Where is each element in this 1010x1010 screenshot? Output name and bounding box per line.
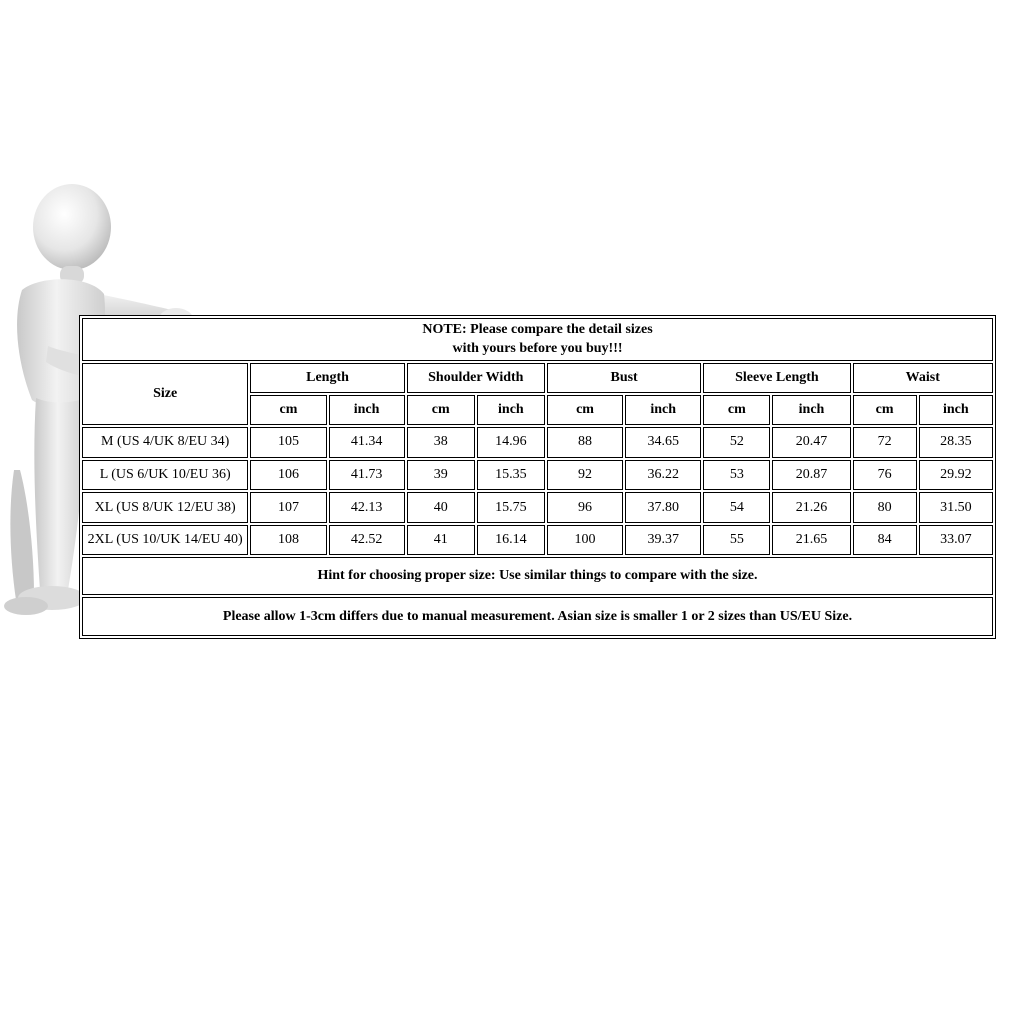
note-line-1: NOTE: Please compare the detail sizes [422, 322, 653, 338]
shoulder-cm-cell: 38 [407, 427, 475, 458]
unit-cm: cm [703, 395, 770, 425]
shoulder-cm-cell: 41 [407, 525, 475, 556]
size-chart-table [79, 315, 996, 639]
size-label-cell: 2XL (US 10/UK 14/EU 40) [82, 525, 248, 556]
shoulder-inch-cell: 16.14 [477, 525, 545, 556]
shoulder-cm-cell: 39 [407, 460, 475, 491]
unit-inch: inch [919, 395, 993, 425]
waist-cm-cell: 80 [853, 492, 917, 523]
length-inch-cell: 41.34 [329, 427, 405, 458]
length-cm-cell: 108 [250, 525, 326, 556]
size-label-cell: M (US 4/UK 8/EU 34) [82, 427, 248, 458]
shoulder-inch-cell: 14.96 [477, 427, 545, 458]
waist-cm-cell: 72 [853, 427, 917, 458]
figure-head [33, 184, 111, 270]
waist-inch-cell: 33.07 [919, 525, 993, 556]
waist-inch-cell: 28.35 [919, 427, 993, 458]
bust-cm-cell: 96 [547, 492, 623, 523]
length-cm-cell: 107 [250, 492, 326, 523]
bust-inch-cell: 39.37 [625, 525, 701, 556]
unit-inch: inch [329, 395, 405, 425]
sleeve-cm-cell: 52 [703, 427, 770, 458]
length-cm-cell: 105 [250, 427, 326, 458]
shoulder-inch-cell: 15.75 [477, 492, 545, 523]
sleeve-inch-cell: 20.47 [772, 427, 850, 458]
bust-inch-cell: 34.65 [625, 427, 701, 458]
sleeve-cm-cell: 53 [703, 460, 770, 491]
waist-cm-cell: 76 [853, 460, 917, 491]
note-cell [82, 318, 993, 361]
length-header: Length [250, 363, 404, 394]
length-cm-cell: 106 [250, 460, 326, 491]
unit-cm: cm [547, 395, 623, 425]
unit-inch: inch [625, 395, 701, 425]
shoulder-cm-cell: 40 [407, 492, 475, 523]
size-column-header: Size [82, 363, 248, 425]
sleeve-inch-cell: 21.26 [772, 492, 850, 523]
size-label-cell: L (US 6/UK 10/EU 36) [82, 460, 248, 491]
length-inch-cell: 42.13 [329, 492, 405, 523]
bust-inch-cell: 37.80 [625, 492, 701, 523]
measurement-note-cell: Please allow 1-3cm differs due to manual measurement. Asian size is smaller 1 or 2 sizes than US/EU Size. [82, 597, 993, 636]
unit-inch: inch [772, 395, 850, 425]
sleeve-inch-cell: 20.87 [772, 460, 850, 491]
shoulder-width-header: Shoulder Width [407, 363, 545, 394]
table-row [82, 427, 993, 458]
sleeve-length-header: Sleeve Length [703, 363, 850, 394]
waist-header: Waist [853, 363, 993, 394]
waist-inch-cell: 29.92 [919, 460, 993, 491]
length-inch-cell: 41.73 [329, 460, 405, 491]
sleeve-cm-cell: 54 [703, 492, 770, 523]
waist-cm-cell: 84 [853, 525, 917, 556]
hint-cell: Hint for choosing proper size: Use similar things to compare with the size. [82, 557, 993, 595]
table-row [82, 460, 993, 491]
bust-inch-cell: 36.22 [625, 460, 701, 491]
shoulder-inch-cell: 15.35 [477, 460, 545, 491]
unit-cm: cm [250, 395, 326, 425]
unit-cm: cm [407, 395, 475, 425]
bust-cm-cell: 100 [547, 525, 623, 556]
unit-inch: inch [477, 395, 545, 425]
unit-cm: cm [853, 395, 917, 425]
size-label-cell: XL (US 8/UK 12/EU 38) [82, 492, 248, 523]
table-row [82, 492, 993, 523]
note-line-2: with yours before you buy!!! [452, 341, 623, 357]
waist-inch-cell: 31.50 [919, 492, 993, 523]
bust-cm-cell: 92 [547, 460, 623, 491]
sleeve-cm-cell: 55 [703, 525, 770, 556]
bust-header: Bust [547, 363, 701, 394]
length-inch-cell: 42.52 [329, 525, 405, 556]
bust-cm-cell: 88 [547, 427, 623, 458]
sleeve-inch-cell: 21.65 [772, 525, 850, 556]
table-row [82, 525, 993, 556]
